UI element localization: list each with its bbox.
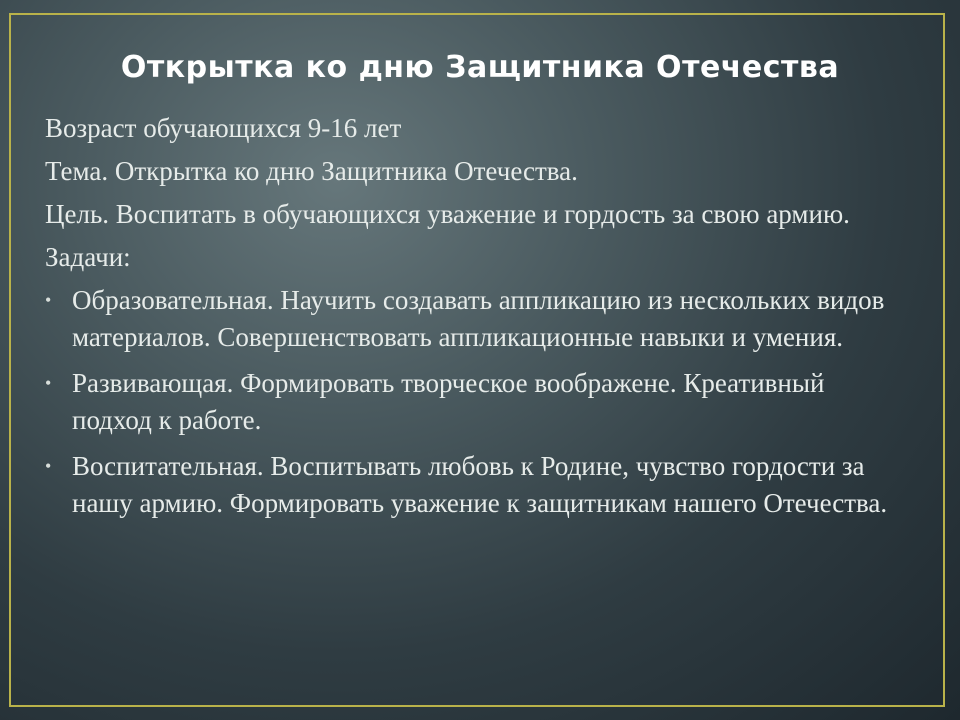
bullet-icon: • [45, 290, 52, 310]
slide-content [45, 110, 905, 531]
goal-paragraph: Цель. Воспитать в обучающихся уважение и гордость за свою армию. [45, 199, 850, 229]
bullet-icon: • [45, 456, 52, 476]
age-paragraph: Возраст обучающихся 9-16 лет [45, 113, 402, 143]
tasks-heading: Задачи: [45, 242, 131, 272]
task-text: Воспитательная. Воспитывать любовь к Родине, чувство гордости за нашу армию. Формировать уважение к защитникам нашего Отечества. [72, 451, 888, 518]
task-list [45, 282, 905, 522]
task-item-educational [45, 282, 905, 356]
task-item-developmental [45, 365, 905, 439]
slide-title: Открытка ко дню Защитника Отечества [120, 50, 840, 85]
task-text: Развивающая. Формировать творческое воображене. Креативный подход к работе. [72, 368, 825, 435]
theme-paragraph: Тема. Открытка ко дню Защитника Отечества. [45, 156, 578, 186]
bullet-icon: • [45, 373, 52, 393]
task-item-upbringing [45, 448, 905, 522]
task-text: Образовательная. Научить создавать аппликацию из нескольких видов материалов. Совершенствовать аппликационные навыки и умения. [72, 285, 885, 352]
